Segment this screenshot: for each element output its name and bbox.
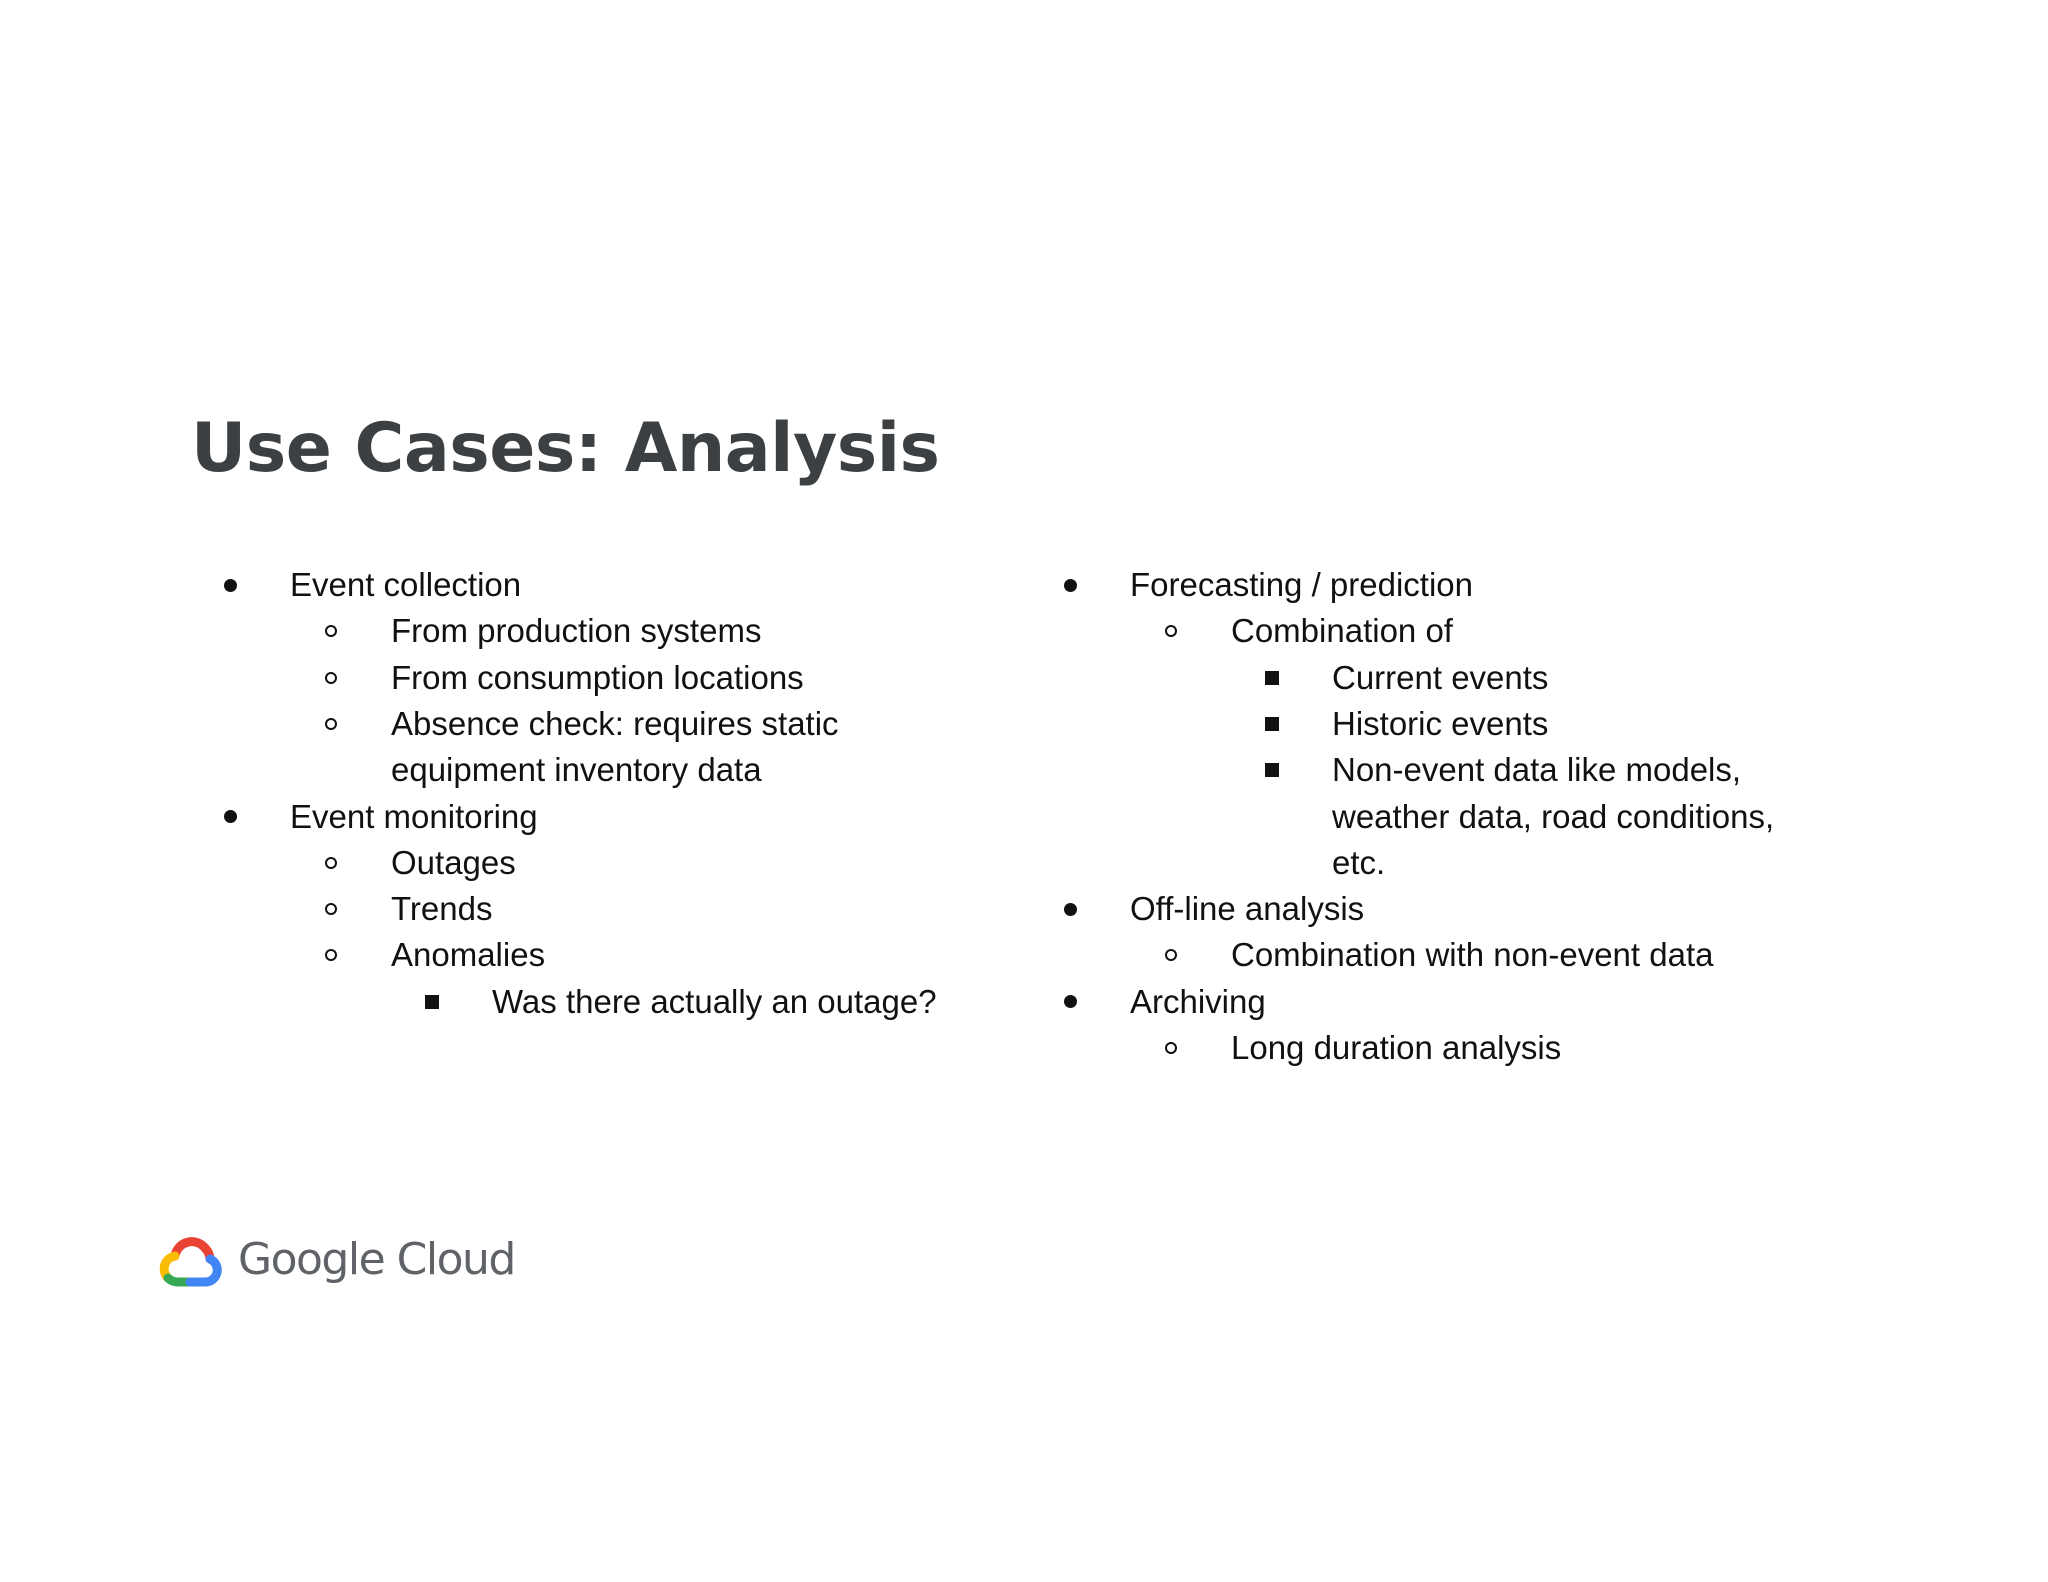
list-item-text: Outages (391, 843, 516, 881)
list-item-text: Combination of (1231, 612, 1453, 650)
list-item-text: Was there actually an outage? (492, 982, 937, 1020)
list-item-text: etc. (1332, 843, 1386, 881)
list-item-text: Combination with non-event data (1231, 936, 1714, 974)
bullet-square-icon (422, 979, 442, 1025)
list-item-text: Forecasting / prediction (1130, 566, 1474, 603)
bullet-circle-icon (321, 608, 341, 654)
list-item-text: equipment inventory data (391, 751, 762, 789)
bullet-circle-icon (1161, 608, 1181, 654)
bullet-dot-icon (1060, 979, 1080, 1025)
bullet-circle-icon (321, 655, 341, 701)
google-cloud-logo (156, 1230, 515, 1290)
bullet-square-icon (1262, 655, 1282, 701)
bullet-dot-icon (1060, 562, 1080, 608)
bullet-dot-icon (220, 562, 240, 608)
list-item-text: Non-event data like models, (1332, 751, 1742, 789)
list-item-text: Event monitoring (290, 797, 538, 835)
bullet-dot-icon (1060, 886, 1080, 932)
bullet-circle-icon (321, 932, 341, 978)
google-cloud-wordmark: Google Cloud (238, 1234, 515, 1285)
slide-title: Use Cases: Analysis (191, 409, 940, 488)
list-item-text: Long duration analysis (1231, 1029, 1562, 1066)
bullet-circle-icon (321, 840, 341, 886)
list-item-text: Current events (1332, 658, 1549, 696)
bullet-dot-icon (220, 794, 240, 840)
list-item-text: From production systems (391, 612, 762, 650)
google-cloud-logo-icon (156, 1232, 224, 1288)
bullet-circle-icon (321, 701, 341, 747)
list-item-text: Off-line analysis (1130, 890, 1365, 928)
list-item-text: Trends (391, 890, 493, 928)
bullet-circle-icon (1161, 1025, 1181, 1071)
bullet-square-icon (1262, 701, 1282, 747)
list-item-text: Archiving (1130, 982, 1266, 1020)
bullet-circle-icon (321, 886, 341, 932)
bullet-square-icon (1262, 747, 1282, 793)
bullet-circle-icon (1161, 932, 1181, 978)
list-item-text: Absence check: requires static (391, 704, 839, 742)
list-item-text: Anomalies (391, 936, 546, 974)
list-item-text: Historic events (1332, 704, 1549, 742)
list-item-text: weather data, road conditions, (1332, 797, 1775, 835)
list-item-text: From consumption locations (391, 658, 804, 696)
list-item-text: Event collection (290, 566, 522, 603)
